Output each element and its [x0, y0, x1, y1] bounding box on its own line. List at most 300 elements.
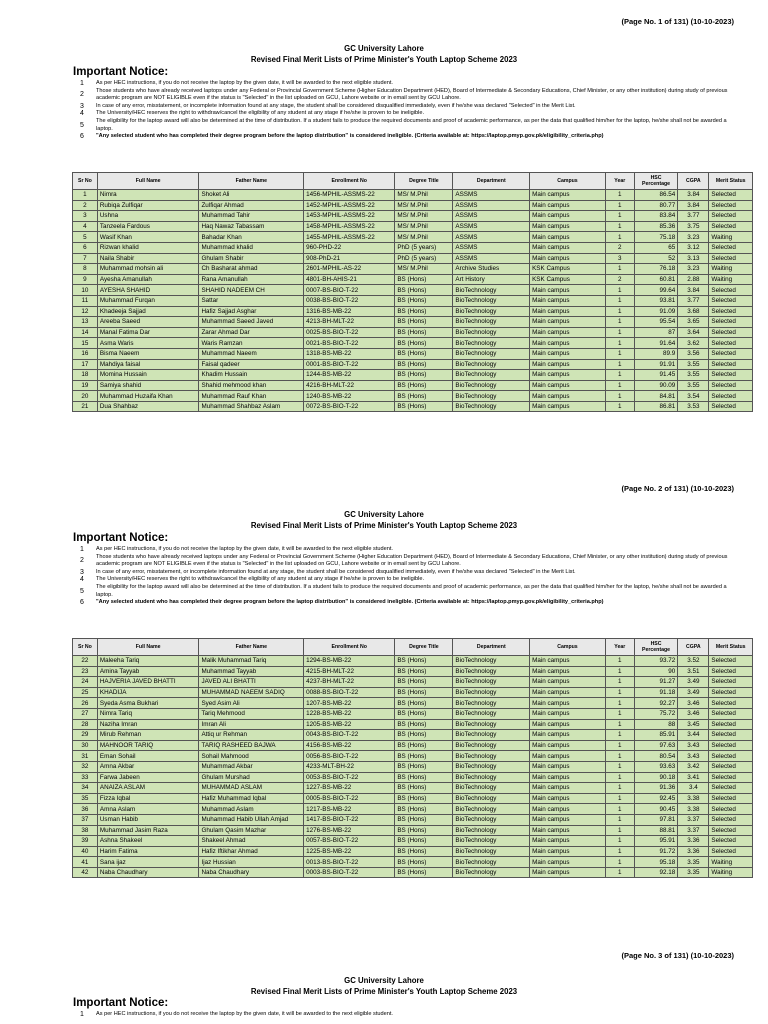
cell-campus: Main campus [530, 327, 606, 338]
table-row [73, 719, 753, 730]
table-row [73, 190, 753, 201]
cell-sr-no: 19 [73, 380, 98, 391]
cell-full-name: Mahdiya faisal [97, 359, 199, 370]
cell-hsc-percentage: 90.45 [634, 804, 678, 815]
cell-sr-no: 8 [73, 264, 98, 275]
cell-enrollment-no: 0013-BS-BIO-T-22 [304, 857, 395, 868]
cell-cgpa: 3.55 [678, 380, 709, 391]
cell-hsc-percentage: 52 [634, 253, 678, 264]
cell-father-name: Zulfiqar Ahmad [199, 200, 304, 211]
cell-enrollment-no: 1240-BS-MB-22 [304, 391, 395, 402]
cell-cgpa: 3.36 [678, 836, 709, 847]
cell-hsc-percentage: 95.18 [634, 857, 678, 868]
cell-campus: Main campus [530, 698, 606, 709]
cell-full-name: Muhammad Huzaifa Khan [97, 391, 199, 402]
cell-campus: KSK Campus [530, 274, 606, 285]
table-row [73, 359, 753, 370]
table-row [73, 836, 753, 847]
table-row [73, 804, 753, 815]
cell-year: 1 [605, 221, 634, 232]
cell-campus: Main campus [530, 751, 606, 762]
cell-degree-title: BS (Hons) [395, 708, 453, 719]
notice-list [80, 1011, 730, 1019]
cell-enrollment-no: 0056-BS-BIO-T-22 [304, 751, 395, 762]
cell-enrollment-no: 0038-BS-BIO-T-22 [304, 295, 395, 306]
cell-year: 1 [605, 846, 634, 857]
cell-campus: Main campus [530, 232, 606, 243]
cell-father-name: Bahadar Khan [199, 232, 304, 243]
cell-sr-no: 23 [73, 666, 98, 677]
cell-father-name: MUHAMMAD NAEEM SADIQ [199, 687, 304, 698]
cell-degree-title: MS/ M.Phil [395, 190, 453, 201]
page-1 [0, 0, 768, 430]
cell-father-name: Muhammad Tahir [199, 211, 304, 222]
cell-cgpa: 3.84 [678, 285, 709, 296]
cell-full-name: Naila Shabir [97, 253, 199, 264]
cell-year: 1 [605, 370, 634, 381]
cell-merit-status: Selected [709, 804, 753, 815]
column-header-year: Year [605, 173, 634, 190]
cell-degree-title: BS (Hons) [395, 836, 453, 847]
cell-enrollment-no: 1227-BS-MB-22 [304, 783, 395, 794]
cell-merit-status: Selected [709, 242, 753, 253]
cell-hsc-percentage: 99.64 [634, 285, 678, 296]
scheme-title: Revised Final Merit Lists of Prime Minister's Youth Laptop Scheme 2023 [250, 987, 518, 996]
table-row [73, 200, 753, 211]
table-row [73, 825, 753, 836]
cell-year: 1 [605, 295, 634, 306]
cell-father-name: Muhammad Tayyab [199, 666, 304, 677]
cell-father-name: Muhammad Naeem [199, 348, 304, 359]
cell-merit-status: Selected [709, 253, 753, 264]
table-row [73, 783, 753, 794]
cell-merit-status: Waiting [709, 867, 753, 878]
cell-department: ASSMS [453, 253, 530, 264]
cell-year: 1 [605, 401, 634, 412]
cell-degree-title: BS (Hons) [395, 867, 453, 878]
column-header-campus: Campus [530, 639, 606, 656]
cell-degree-title: BS (Hons) [395, 370, 453, 381]
table-row [73, 348, 753, 359]
cell-enrollment-no: 4156-BS-MB-22 [304, 740, 395, 751]
cell-department: BioTechnology [453, 656, 530, 667]
notice-title: Important Notice: [73, 532, 169, 544]
cell-father-name: Shoket Ali [199, 190, 304, 201]
cell-sr-no: 16 [73, 348, 98, 359]
cell-hsc-percentage: 91.36 [634, 783, 678, 794]
cell-father-name: Muhammad Rauf Khan [199, 391, 304, 402]
cell-campus: Main campus [530, 656, 606, 667]
cell-full-name: Bisma Naeem [97, 348, 199, 359]
cell-hsc-percentage: 97.81 [634, 814, 678, 825]
cell-department: BioTechnology [453, 338, 530, 349]
column-header-cgpa: CGPA [678, 639, 709, 656]
column-header-full-name: Full Name [97, 639, 199, 656]
cell-full-name: Sana ijaz [97, 857, 199, 868]
cell-year: 1 [605, 666, 634, 677]
cell-campus: Main campus [530, 793, 606, 804]
cell-campus: Main campus [530, 740, 606, 751]
cell-department: BioTechnology [453, 846, 530, 857]
cell-sr-no: 5 [73, 232, 98, 243]
cell-enrollment-no: 1217-BS-MB-22 [304, 804, 395, 815]
cell-full-name: MAHNOOR TARIQ [97, 740, 199, 751]
cell-father-name: SHAHID NADEEM CH [199, 285, 304, 296]
cell-enrollment-no: 0088-BS-BIO-T-22 [304, 687, 395, 698]
cell-hsc-percentage: 89.9 [634, 348, 678, 359]
column-header-degree-title: Degree Title [395, 639, 453, 656]
cell-department: BioTechnology [453, 380, 530, 391]
cell-degree-title: BS (Hons) [395, 857, 453, 868]
cell-hsc-percentage: 91.72 [634, 846, 678, 857]
cell-cgpa: 3.43 [678, 751, 709, 762]
cell-hsc-percentage: 60.81 [634, 274, 678, 285]
cell-year: 1 [605, 348, 634, 359]
cell-enrollment-no: 1294-BS-MB-22 [304, 656, 395, 667]
cell-hsc-percentage: 90 [634, 666, 678, 677]
table-row [73, 370, 753, 381]
cell-cgpa: 3.41 [678, 772, 709, 783]
cell-department: BioTechnology [453, 783, 530, 794]
cell-enrollment-no: 1207-BS-MB-22 [304, 698, 395, 709]
cell-cgpa: 2.88 [678, 274, 709, 285]
cell-hsc-percentage: 83.84 [634, 211, 678, 222]
cell-hsc-percentage: 75.18 [634, 232, 678, 243]
cell-campus: Main campus [530, 391, 606, 402]
notice-item: 5 The eligibility for the laptop award will also be determined at the time of distribution. If a student fails to produce the required documents and proof of academic performance, as per the data that qualified him/her for the laptop, he/she shall not be awarded a laptop. [80, 117, 727, 132]
cell-year: 1 [605, 264, 634, 275]
cell-full-name: Amina Tayyab [97, 666, 199, 677]
cell-degree-title: BS (Hons) [395, 391, 453, 402]
cell-hsc-percentage: 93.81 [634, 295, 678, 306]
cell-year: 1 [605, 825, 634, 836]
cell-enrollment-no: 4215-BH-MLT-22 [304, 666, 395, 677]
cell-campus: Main campus [530, 804, 606, 815]
notice-item: 4 The University/HEC reserves the right to withdraw/cancel the eligibility of any student at any stage if he/she is proven to be ineligible. [80, 576, 425, 584]
cell-sr-no: 35 [73, 793, 98, 804]
cell-campus: Main campus [530, 814, 606, 825]
cell-year: 1 [605, 380, 634, 391]
cell-father-name: Tariq Mehmood [199, 708, 304, 719]
column-header-hsc-percentage: HSC Percentage [634, 173, 678, 190]
cell-year: 1 [605, 793, 634, 804]
cell-year: 1 [605, 783, 634, 794]
cell-father-name: Rana Amanullah [199, 274, 304, 285]
cell-hsc-percentage: 92.18 [634, 867, 678, 878]
column-header-sr-no: Sr No [73, 639, 98, 656]
notice-title: Important Notice: [73, 997, 169, 1009]
cell-degree-title: BS (Hons) [395, 359, 453, 370]
cell-merit-status: Selected [709, 730, 753, 741]
cell-year: 1 [605, 190, 634, 201]
cell-hsc-percentage: 91.64 [634, 338, 678, 349]
cell-year: 1 [605, 285, 634, 296]
cell-department: BioTechnology [453, 317, 530, 328]
cell-enrollment-no: 1276-BS-MB-22 [304, 825, 395, 836]
cell-father-name: Ghulam Qasim Mazhar [199, 825, 304, 836]
cell-cgpa: 3.35 [678, 867, 709, 878]
cell-department: BioTechnology [453, 285, 530, 296]
page-number: (Page No. 1 of 131) (10-10-2023) [621, 17, 734, 26]
cell-hsc-percentage: 86.81 [634, 401, 678, 412]
cell-cgpa: 3.75 [678, 221, 709, 232]
cell-merit-status: Selected [709, 401, 753, 412]
cell-degree-title: BS (Hons) [395, 730, 453, 741]
cell-cgpa: 3.23 [678, 232, 709, 243]
cell-father-name: Ghulam Murshad [199, 772, 304, 783]
table-row [73, 814, 753, 825]
cell-hsc-percentage: 91.45 [634, 370, 678, 381]
merit-table [72, 172, 753, 412]
cell-enrollment-no: 1452-MPHIL-ASSMS-22 [304, 200, 395, 211]
cell-year: 1 [605, 391, 634, 402]
scheme-title: Revised Final Merit Lists of Prime Minister's Youth Laptop Scheme 2023 [250, 55, 518, 64]
cell-degree-title: BS (Hons) [395, 295, 453, 306]
cell-father-name: MUHAMMAD ASLAM [199, 783, 304, 794]
cell-father-name: Sohail Mahmood [199, 751, 304, 762]
cell-department: BioTechnology [453, 348, 530, 359]
cell-department: BioTechnology [453, 719, 530, 730]
cell-merit-status: Selected [709, 190, 753, 201]
cell-sr-no: 10 [73, 285, 98, 296]
cell-degree-title: MS/ M.Phil [395, 200, 453, 211]
cell-enrollment-no: 1458-MPHIL-ASSMS-22 [304, 221, 395, 232]
cell-enrollment-no: 0001-BS-BIO-T-22 [304, 359, 395, 370]
cell-degree-title: BS (Hons) [395, 306, 453, 317]
university-name: GC University Lahore [344, 976, 424, 985]
column-header-cgpa: CGPA [678, 173, 709, 190]
cell-father-name: Faisal qadeer [199, 359, 304, 370]
cell-cgpa: 3.13 [678, 253, 709, 264]
cell-sr-no: 30 [73, 740, 98, 751]
cell-cgpa: 3.84 [678, 190, 709, 201]
cell-hsc-percentage: 90.09 [634, 380, 678, 391]
cell-full-name: Rubiqa Zulfiqar [97, 200, 199, 211]
cell-year: 1 [605, 677, 634, 688]
cell-sr-no: 40 [73, 846, 98, 857]
cell-sr-no: 39 [73, 836, 98, 847]
column-header-sr-no: Sr No [73, 173, 98, 190]
cell-campus: Main campus [530, 380, 606, 391]
table-row [73, 666, 753, 677]
cell-sr-no: 18 [73, 370, 98, 381]
cell-cgpa: 3.55 [678, 370, 709, 381]
cell-degree-title: BS (Hons) [395, 698, 453, 709]
table-row [73, 772, 753, 783]
cell-merit-status: Selected [709, 656, 753, 667]
cell-full-name: Khadeeja Sajjad [97, 306, 199, 317]
column-header-year: Year [605, 639, 634, 656]
cell-campus: Main campus [530, 359, 606, 370]
cell-hsc-percentage: 80.77 [634, 200, 678, 211]
table-row [73, 253, 753, 264]
cell-full-name: Usman Habib [97, 814, 199, 825]
cell-merit-status: Selected [709, 793, 753, 804]
table-row [73, 401, 753, 412]
cell-merit-status: Selected [709, 306, 753, 317]
notice-item: 5 The eligibility for the laptop award will also be determined at the time of distribution. If a student fails to produce the required documents and proof of academic performance, as per the data that qualified him/her for the laptop, he/she shall not be awarded a laptop. [80, 583, 727, 598]
cell-hsc-percentage: 90.18 [634, 772, 678, 783]
cell-year: 1 [605, 687, 634, 698]
cell-year: 1 [605, 761, 634, 772]
cell-merit-status: Selected [709, 221, 753, 232]
cell-hsc-percentage: 65 [634, 242, 678, 253]
cell-sr-no: 12 [73, 306, 98, 317]
table-row [73, 698, 753, 709]
cell-sr-no: 29 [73, 730, 98, 741]
cell-enrollment-no: 908-PhD-21 [304, 253, 395, 264]
cell-full-name: AYESHA SHAHID [97, 285, 199, 296]
cell-full-name: Wasif Khan [97, 232, 199, 243]
cell-sr-no: 33 [73, 772, 98, 783]
cell-degree-title: MS/ M.Phil [395, 264, 453, 275]
cell-full-name: Fizza Iqbal [97, 793, 199, 804]
cell-sr-no: 20 [73, 391, 98, 402]
cell-sr-no: 41 [73, 857, 98, 868]
cell-full-name: Naziha Imran [97, 719, 199, 730]
cell-sr-no: 27 [73, 708, 98, 719]
cell-degree-title: BS (Hons) [395, 317, 453, 328]
cell-cgpa: 3.46 [678, 698, 709, 709]
cell-degree-title: BS (Hons) [395, 793, 453, 804]
cell-merit-status: Waiting [709, 857, 753, 868]
cell-hsc-percentage: 91.09 [634, 306, 678, 317]
cell-department: Archive Studies [453, 264, 530, 275]
cell-hsc-percentage: 92.27 [634, 698, 678, 709]
cell-merit-status: Selected [709, 295, 753, 306]
cell-department: BioTechnology [453, 761, 530, 772]
cell-cgpa: 3.36 [678, 846, 709, 857]
cell-father-name: Khadim Hussain [199, 370, 304, 381]
cell-father-name: Hafiz Muhammad Iqbal [199, 793, 304, 804]
cell-department: BioTechnology [453, 370, 530, 381]
cell-father-name: Attiq ur Rehman [199, 730, 304, 741]
table-row [73, 793, 753, 804]
cell-cgpa: 3.84 [678, 200, 709, 211]
notice-item: 6 "Any selected student who has completed their degree program before the laptop distribution" is considered ineligible. (Criteria available at: https://laptop.pmyp.gov.pk/eligibility_criteria.php) [80, 133, 604, 141]
cell-enrollment-no: 0021-BS-BIO-T-22 [304, 338, 395, 349]
cell-father-name: Syed Asim Ali [199, 698, 304, 709]
column-header-degree-title: Degree Title [395, 173, 453, 190]
cell-father-name: Naba Chaudhary [199, 867, 304, 878]
cell-father-name: Imran Ali [199, 719, 304, 730]
cell-enrollment-no: 4237-BH-MLT-22 [304, 677, 395, 688]
notice-item: 1 As per HEC instructions, if you do not receive the laptop by the given date, it will be awarded to the next eligible student. [80, 80, 393, 87]
cell-sr-no: 36 [73, 804, 98, 815]
cell-cgpa: 3.46 [678, 708, 709, 719]
table-row [73, 306, 753, 317]
cell-full-name: Mirub Rehman [97, 730, 199, 741]
cell-department: BioTechnology [453, 306, 530, 317]
table-row [73, 846, 753, 857]
cell-sr-no: 14 [73, 327, 98, 338]
cell-merit-status: Waiting [709, 264, 753, 275]
cell-merit-status: Selected [709, 846, 753, 857]
cell-enrollment-no: 1205-BS-MB-22 [304, 719, 395, 730]
cell-degree-title: BS (Hons) [395, 285, 453, 296]
cell-department: BioTechnology [453, 687, 530, 698]
cell-year: 1 [605, 804, 634, 815]
table-row [73, 295, 753, 306]
cell-enrollment-no: 1318-BS-MB-22 [304, 348, 395, 359]
cell-enrollment-no: 1455-MPHIL-ASSMS-22 [304, 232, 395, 243]
cell-sr-no: 42 [73, 867, 98, 878]
cell-father-name: Ghulam Shabir [199, 253, 304, 264]
column-header-hsc-percentage: HSC Percentage [634, 639, 678, 656]
cell-department: BioTechnology [453, 401, 530, 412]
cell-degree-title: MS/ M.Phil [395, 211, 453, 222]
notice-item: 6 "Any selected student who has completed their degree program before the laptop distribution" is considered ineligible. (Criteria available at: https://laptop.pmyp.gov.pk/eligibility_criteria.php) [80, 599, 604, 607]
cell-father-name: Shakeel Ahmad [199, 836, 304, 847]
cell-merit-status: Selected [709, 338, 753, 349]
cell-year: 1 [605, 857, 634, 868]
cell-cgpa: 3.42 [678, 761, 709, 772]
page-number: (Page No. 2 of 131) (10-10-2023) [621, 484, 734, 493]
cell-sr-no: 3 [73, 211, 98, 222]
cell-department: BioTechnology [453, 836, 530, 847]
cell-full-name: Muhammad mohsin ali [97, 264, 199, 275]
notice-item: 1 As per HEC instructions, if you do not receive the laptop by the given date, it will be awarded to the next eligible student. [80, 546, 393, 553]
table-row [73, 740, 753, 751]
cell-cgpa: 3.68 [678, 306, 709, 317]
cell-full-name: Areeba Saeed [97, 317, 199, 328]
notice-item: 2 Those students who have already received laptops under any Federal or Provincial Government Scheme (Higher Education Department (HED), Board of Intermediate & Secondary Educations, Chief Minister, or any other institution) during study of previous academic program are NOT ELIGIBLE even if the status is "Selected" in the list uploaded on GCU, Lahore website or in email sent by GCU Lahore. [80, 553, 728, 568]
cell-department: ASSMS [453, 242, 530, 253]
cell-father-name: Haq Nawaz Tabassam [199, 221, 304, 232]
cell-merit-status: Selected [709, 317, 753, 328]
cell-campus: Main campus [530, 836, 606, 847]
cell-year: 1 [605, 338, 634, 349]
cell-degree-title: BS (Hons) [395, 825, 453, 836]
cell-year: 1 [605, 730, 634, 741]
cell-merit-status: Selected [709, 391, 753, 402]
cell-full-name: Manal Fatima Dar [97, 327, 199, 338]
cell-department: ASSMS [453, 190, 530, 201]
cell-merit-status: Waiting [709, 232, 753, 243]
cell-year: 1 [605, 751, 634, 762]
cell-degree-title: BS (Hons) [395, 740, 453, 751]
cell-enrollment-no: 1244-BS-MB-22 [304, 370, 395, 381]
cell-full-name: Nimra [97, 190, 199, 201]
cell-cgpa: 3.35 [678, 857, 709, 868]
cell-cgpa: 3.53 [678, 401, 709, 412]
cell-campus: Main campus [530, 719, 606, 730]
table-row [73, 656, 753, 667]
cell-full-name: ANAIZA ASLAM [97, 783, 199, 794]
cell-full-name: Nimra Tariq [97, 708, 199, 719]
cell-degree-title: BS (Hons) [395, 719, 453, 730]
cell-year: 1 [605, 200, 634, 211]
cell-full-name: Farwa Jabeen [97, 772, 199, 783]
notice-list [80, 546, 730, 607]
page-number: (Page No. 3 of 131) (10-10-2023) [621, 951, 734, 960]
cell-enrollment-no: 0025-BS-BIO-T-22 [304, 327, 395, 338]
cell-merit-status: Selected [709, 200, 753, 211]
cell-father-name: Waris Ramzan [199, 338, 304, 349]
cell-sr-no: 7 [73, 253, 98, 264]
notice-item: 4 The University/HEC reserves the right to withdraw/cancel the eligibility of any student at any stage if he/she is proven to be ineligible. [80, 110, 425, 118]
cell-sr-no: 31 [73, 751, 98, 762]
cell-hsc-percentage: 84.81 [634, 391, 678, 402]
cell-department: ASSMS [453, 211, 530, 222]
cell-cgpa: 3.23 [678, 264, 709, 275]
cell-full-name: Tanzeela Fardous [97, 221, 199, 232]
column-header-merit-status: Merit Status [709, 639, 753, 656]
cell-department: BioTechnology [453, 804, 530, 815]
cell-full-name: Samiya shahid [97, 380, 199, 391]
cell-department: BioTechnology [453, 751, 530, 762]
cell-campus: Main campus [530, 285, 606, 296]
